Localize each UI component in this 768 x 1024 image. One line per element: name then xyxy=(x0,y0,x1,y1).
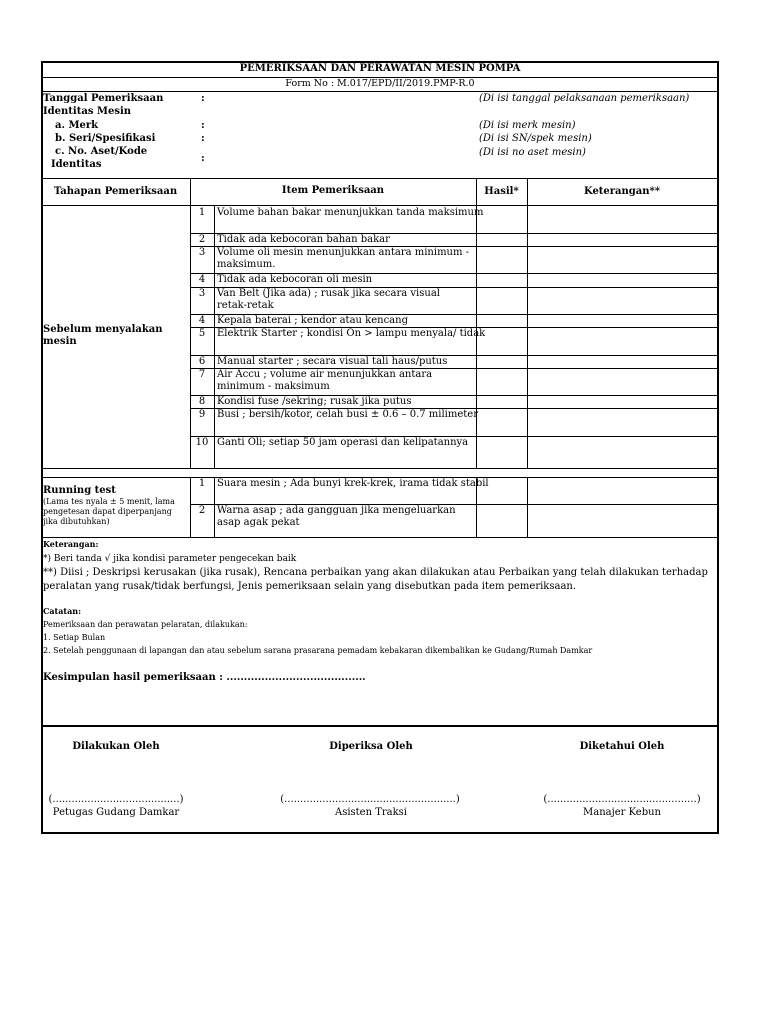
signature-role-checker: Asisten Traksi xyxy=(334,807,408,818)
conclusion-line: Kesimpulan hasil pemeriksaan : ........................................ xyxy=(43,672,366,683)
form-no-divider xyxy=(41,91,719,92)
table-header-bottom xyxy=(41,205,719,206)
spec-colon: : xyxy=(201,133,205,144)
item-text: Warna asap ; ada gangguan jika mengeluarkan asap agak pekat xyxy=(217,505,456,528)
item-text: Tidak ada kebocoran oli mesin xyxy=(217,274,373,285)
signature-role-executor: Petugas Gudang Damkar xyxy=(52,807,180,818)
item-text: Manual starter ; secara visual tali haus/putus xyxy=(217,356,448,367)
signature-title-checker: Diperiksa Oleh xyxy=(329,741,413,752)
signature-blank-executor: (........................................) xyxy=(48,794,184,805)
catatan-item-2: 2. Setelah penggunaan di lapangan dan atau sebelum sarana prasarana pemadam kebakaran dikembalikan ke Gudang/Rumah Damkar xyxy=(43,646,593,655)
body-col-divider-num xyxy=(214,205,215,468)
item-text: Van Belt (Jika ada) ; rusak jika secara visual retak-retak xyxy=(217,288,440,311)
signature-title-executor: Dilakukan Oleh xyxy=(72,741,160,752)
date-hint: (Di isi tanggal pelaksanaan pemeriksaan) xyxy=(479,93,690,104)
note-description-line2: peralatan yang rusak/tidak berfungsi, Jenis pemeriksaan selain yang disebutkan pada item pemeriksaan. xyxy=(43,581,577,592)
date-label: Tanggal Pemeriksaan xyxy=(43,93,164,104)
date-colon: : xyxy=(201,93,205,104)
machine-identity-label: Identitas Mesin xyxy=(43,106,132,117)
item-number: 2 xyxy=(198,505,206,516)
catatan-item-1: 1. Setiap Bulan xyxy=(43,633,106,642)
signature-role-approver: Manajer Kebun xyxy=(583,807,661,818)
item-number: 6 xyxy=(198,356,206,367)
catatan-title: Catatan: xyxy=(43,606,82,616)
item-number: 5 xyxy=(198,328,206,339)
table-top-border xyxy=(41,178,719,179)
form-bottom-border xyxy=(41,832,719,834)
item-text: Kondisi fuse /sekring; rusak jika putus xyxy=(217,396,412,407)
header-result: Hasil* xyxy=(484,186,519,197)
item-number: 8 xyxy=(198,396,206,407)
item-number: 3 xyxy=(198,247,206,258)
form-number: Form No : M.017/EPD/II/2019.PMP-R.0 xyxy=(285,78,475,89)
spec-hint: (Di isi SN/spek mesin) xyxy=(479,133,592,144)
asset-label-line2: Identitas xyxy=(51,159,102,170)
stage-before-start: Sebelum menyalakan mesin xyxy=(43,324,163,347)
header-stage: Tahapan Pemeriksaan xyxy=(53,186,178,197)
merk-colon: : xyxy=(201,120,205,131)
item-number: 2 xyxy=(198,234,206,245)
item-number: 1 xyxy=(198,207,206,218)
item-text: Kepala baterai ; kendor atau kencang xyxy=(217,315,408,326)
item-text: Elektrik Starter ; kondisi On > lampu menyala/ tidak xyxy=(217,328,486,339)
notes-bottom-border xyxy=(41,725,719,727)
item-text: Volume bahan bakar menunjukkan tanda maksimum xyxy=(217,207,484,218)
item-number: 4 xyxy=(198,274,206,285)
table-bottom-border xyxy=(41,537,719,538)
inspection-form xyxy=(41,61,719,834)
item-number: 10 xyxy=(195,437,209,448)
body-col-divider-3 xyxy=(527,205,528,468)
item-number: 4 xyxy=(198,315,206,326)
asset-label-line1: c. No. Aset/Kode xyxy=(55,146,148,157)
note-checkmark: *) Beri tanda √ jika kondisi parameter pengecekan baik xyxy=(43,554,297,564)
keterangan-title: Keterangan: xyxy=(43,539,99,549)
item-number: 3 xyxy=(198,288,206,299)
item-number: 9 xyxy=(198,409,206,420)
section-separator xyxy=(41,468,719,469)
form-right-border xyxy=(717,61,719,834)
running-col-divider-num xyxy=(214,477,215,537)
spec-label: b. Seri/Spesifikasi xyxy=(55,133,156,144)
signature-title-approver: Diketahui Oleh xyxy=(579,741,665,752)
item-text: Ganti Oli; setiap 50 jam operasi dan kelipatannya xyxy=(217,437,469,448)
item-text: Suara mesin ; Ada bunyi krek-krek, irama tidak stabil xyxy=(217,478,489,489)
header-remarks: Keterangan** xyxy=(583,186,661,197)
header-item: Item Pemeriksaan xyxy=(281,185,385,196)
running-col-divider-3 xyxy=(527,477,528,537)
stage-running-test: Running test xyxy=(43,485,116,496)
merk-label: a. Merk xyxy=(55,120,99,131)
catatan-intro: Pemeriksaan dan perawatan pelaratan, dilakukan: xyxy=(43,620,248,629)
form-left-border xyxy=(41,61,43,834)
signature-blank-approver: (...............................................) xyxy=(543,794,701,805)
item-text: Tidak ada kebocoran bahan bakar xyxy=(217,234,390,245)
signature-blank-checker: (......................................................) xyxy=(280,794,460,805)
form-title: PEMERIKSAAN DAN PERAWATAN MESIN POMPA xyxy=(239,63,521,74)
merk-hint: (Di isi merk mesin) xyxy=(479,120,576,131)
asset-hint: (Di isi no aset mesin) xyxy=(479,147,586,158)
item-text: Volume oli mesin menunjukkan antara minimum - maksimum. xyxy=(217,247,470,270)
asset-colon: : xyxy=(201,153,205,164)
item-text: Busi ; bersih/kotor, celah busi ± 0.6 – 0.7 milimeter xyxy=(217,409,478,420)
item-number: 1 xyxy=(198,478,206,489)
note-description-line1: **) Diisi ; Deskripsi kerusakan (jika rusak), Rencana perbaikan yang akan dilakukan atau Perbaikan yang telah dilakukan terhadap xyxy=(43,567,708,578)
running-test-note: (Lama tes nyala ± 5 menit, lama pengetesan dapat diperpanjang jika dibutuhkan) xyxy=(43,497,175,526)
item-number: 7 xyxy=(198,369,206,380)
item-text: Air Accu ; volume air menunjukkan antara minimum - maksimum xyxy=(217,369,433,392)
